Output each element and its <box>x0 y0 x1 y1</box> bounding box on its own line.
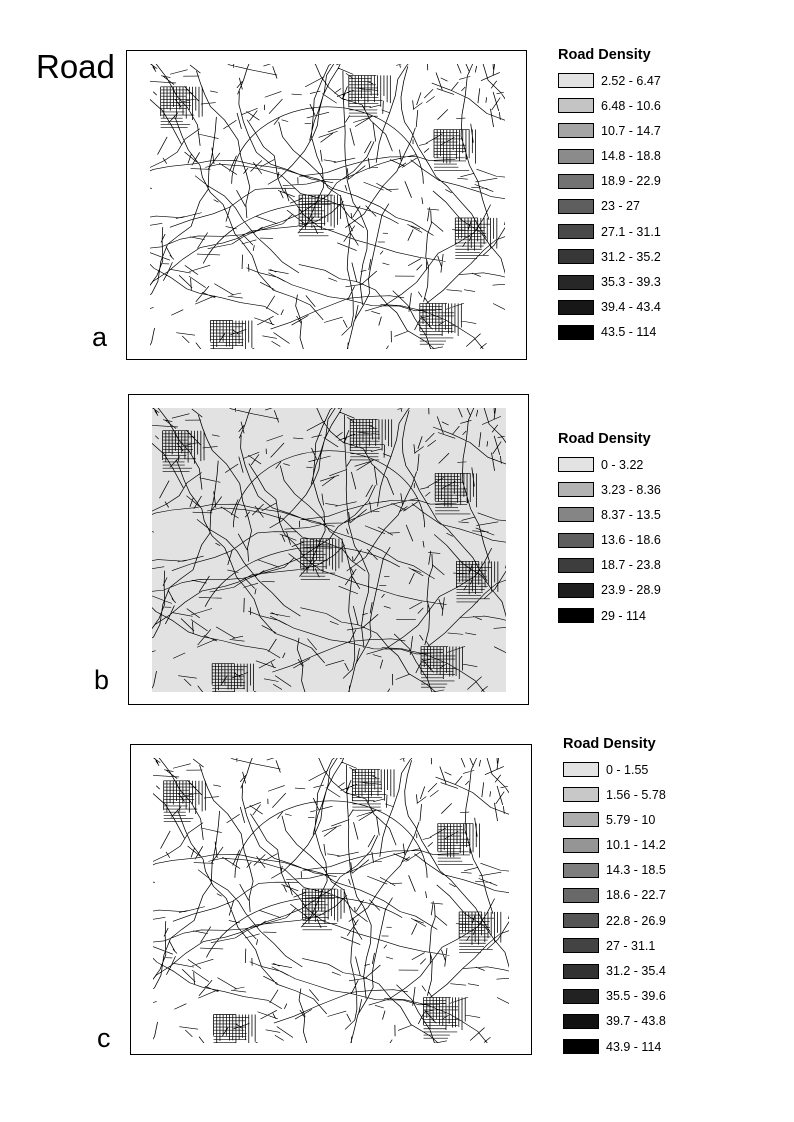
legend-item <box>558 299 661 316</box>
legend-item <box>563 837 666 854</box>
legend-swatch <box>558 608 594 623</box>
legend-item <box>563 811 666 828</box>
road-network-map-b <box>152 408 506 692</box>
legend-swatch <box>558 482 594 497</box>
legend-label: 10.7 - 14.7 <box>601 123 661 138</box>
legend-label: 35.5 - 39.6 <box>606 989 666 1004</box>
legend-swatch <box>563 838 599 853</box>
legend-swatch <box>563 1039 599 1054</box>
legend-item <box>563 761 666 778</box>
legend-swatch <box>558 558 594 573</box>
legend-label: 22.8 - 26.9 <box>606 913 666 928</box>
legend-label: 23 - 27 <box>601 199 640 214</box>
legend-label: 10.1 - 14.2 <box>606 838 666 853</box>
legend-label: 18.9 - 22.9 <box>601 174 661 189</box>
panel-label-a: a <box>92 322 108 352</box>
legend-swatch <box>558 98 594 113</box>
legend-swatch <box>558 73 594 88</box>
legend-swatch <box>558 123 594 138</box>
panel-label-c: c <box>97 1023 111 1053</box>
legend-item <box>563 1013 666 1030</box>
legend-swatch <box>558 275 594 290</box>
legend-item <box>558 97 661 114</box>
legend-swatch <box>563 913 599 928</box>
road-network-map-a <box>150 64 505 349</box>
legend-item <box>558 248 661 265</box>
legend-swatch <box>563 1014 599 1029</box>
legend-item <box>563 937 666 954</box>
legend-item <box>563 786 666 803</box>
legend-swatch <box>558 199 594 214</box>
legend-label: 3.23 - 8.36 <box>601 482 661 497</box>
legend-item <box>558 456 661 473</box>
legend-label: 18.6 - 22.7 <box>606 888 666 903</box>
legend-swatch <box>558 174 594 189</box>
legend-label: 39.7 - 43.8 <box>606 1014 666 1029</box>
road-network-map-c <box>153 758 509 1043</box>
legend-item <box>563 912 666 929</box>
legend-swatch <box>563 787 599 802</box>
legend-item <box>558 607 661 624</box>
legend-label: 43.9 - 114 <box>606 1039 662 1054</box>
legend-label: 0 - 1.55 <box>606 762 649 777</box>
legend-label: 27.1 - 31.1 <box>601 224 661 239</box>
legend-item <box>558 223 661 240</box>
legend-label: 0 - 3.22 <box>601 457 644 472</box>
legend-item <box>563 887 666 904</box>
legend-swatch <box>563 863 599 878</box>
legend-item <box>558 557 661 574</box>
legend-swatch <box>558 533 594 548</box>
map-frame-b <box>128 394 529 705</box>
legend-item <box>563 862 666 879</box>
legend-swatch <box>558 224 594 239</box>
legend-label: 5.79 - 10 <box>606 812 656 827</box>
legend-label: 27 - 31.1 <box>606 938 656 953</box>
legend-swatch <box>563 964 599 979</box>
page-title: Road <box>36 48 115 85</box>
legend-label: 31.2 - 35.2 <box>601 249 661 264</box>
legend-c <box>563 736 666 1063</box>
legend-label: 23.9 - 28.9 <box>601 583 661 598</box>
legend-swatch <box>558 583 594 598</box>
legend-swatch <box>558 149 594 164</box>
legend-item <box>558 532 661 549</box>
legend-item <box>563 963 666 980</box>
legend-swatch <box>563 812 599 827</box>
legend-item <box>558 582 661 599</box>
legend-label: 13.6 - 18.6 <box>601 533 661 548</box>
legend-swatch <box>558 457 594 472</box>
legend-label: 14.3 - 18.5 <box>606 863 666 878</box>
legend-label: 6.48 - 10.6 <box>601 98 661 113</box>
legend-label: 2.52 - 6.47 <box>601 73 661 88</box>
map-frame-c <box>130 744 532 1055</box>
legend-item <box>563 988 666 1005</box>
legend-swatch <box>563 762 599 777</box>
legend-item <box>558 148 661 165</box>
legend-title: Road Density <box>563 736 656 752</box>
legend-label: 1.56 - 5.78 <box>606 787 666 802</box>
legend-label: 43.5 - 114 <box>601 325 657 340</box>
legend-swatch <box>558 507 594 522</box>
legend-swatch <box>558 249 594 264</box>
legend-item <box>558 198 661 215</box>
legend-label: 39.4 - 43.4 <box>601 300 661 315</box>
legend-label: 35.3 - 39.3 <box>601 275 661 289</box>
legend-label: 14.8 - 18.8 <box>601 149 661 164</box>
legend-item <box>558 122 661 139</box>
panel-label-b: b <box>94 665 110 695</box>
legend-swatch <box>563 888 599 903</box>
legend-b <box>558 431 661 632</box>
legend-item <box>558 481 661 498</box>
legend-label: 18.7 - 23.8 <box>601 558 661 573</box>
legend-swatch <box>563 938 599 953</box>
legend-label: 8.37 - 13.5 <box>601 507 661 522</box>
legend-label: 31.2 - 35.4 <box>606 964 666 978</box>
map-frame-a <box>126 50 527 360</box>
legend-item <box>558 274 661 291</box>
legend-swatch <box>558 325 594 340</box>
legend-title: Road Density <box>558 431 651 447</box>
legend-item <box>558 506 661 523</box>
legend-title: Road Density <box>558 47 651 63</box>
legend-swatch <box>563 989 599 1004</box>
legend-item <box>558 324 661 341</box>
legend-item <box>563 1038 666 1055</box>
legend-item <box>558 72 661 89</box>
legend-a <box>558 47 661 349</box>
legend-swatch <box>558 300 594 315</box>
legend-label: 29 - 114 <box>601 608 646 623</box>
legend-item <box>558 173 661 190</box>
